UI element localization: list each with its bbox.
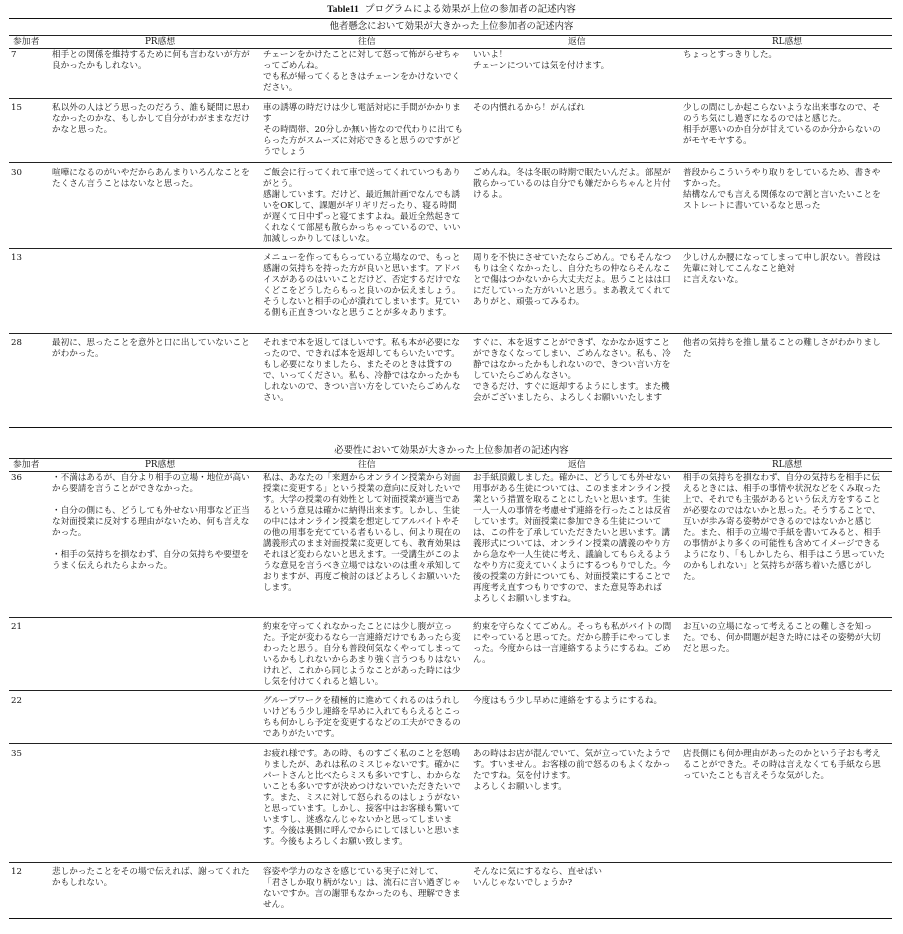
table-title-text: プログラムによる効果が上位の参加者の記述内容 [364,4,576,15]
row-divider [9,333,892,334]
row-13-rl: 少しけんか腰になってしまって申し訳ない。普段は先輩に対してこんなこと絶対 に言えないな。 [683,253,881,285]
row-36-pr: ・不満はあるが、自分より相手の立場・地位が高いから要請を言うことができなかった。 ・自分の側にも、どうしても外せない用事など正当な対面授業に反対する理由がないため、何も言えなかった。 ・相手の気持ちを損なわず、自分の気持ちや要望をうまく伝えられたらよかった。 [52,473,250,571]
row-21-rl: お互いの立場になって考えることの難しさを知った。でも、何か問題が起きた時にはその姿勢が大切だと思った。 [683,622,881,654]
row-30-sent: ご飯会に行ってくれて車で送ってくれていつもありがとう。 感謝しています。だけど、最近無計画でなんでも誘いをOKして、課題がギリギリだったり、寝る時間が遅くて日中ずっと寝てますよね。最近全然起きてくれなくて部屋も散らかっちゃっているので、いい加減しっかりしてほしいな。 [263,168,461,244]
header-sent: 往信 [358,460,376,470]
row-divider [9,690,892,691]
row-22-reply: 今度はもう少し早めに連絡をするようにするね。 [473,696,663,706]
row-13-id: 13 [11,253,22,263]
row-15-pr: 私以外の人はどう思ったのだろう、誰も疑問に思わなかったのかな、もしかして自分がわがままなだけかなと思った。 [52,103,250,135]
row-28-rl: 他者の気持ちを推し量ることの難しさがわかりました [683,338,881,359]
rule-top [9,18,892,19]
row-7-rl: ちょっとすっきりした。 [683,50,778,60]
row-13-sent: メニューを作ってもらっている立場なので、もっと感謝の気持ちを持った方が良いと思います。アドバイスがあるのはいいことだけど、否定するだけでなくどこをどうしたらもっと良いのか伝えましょう。そうしないと相手の心が潰れてしまいます。見ている側も正直きついなと思うことが多々あります。 [263,253,461,318]
header-participant: 参加者 [13,37,40,47]
row-22-id: 22 [11,696,22,706]
row-13-reply: 周りを不快にさせていたならごめん。でもそんなつもりは全くなかったし、自分たちの仲ならそんなことで傷はつかないから大丈夫だよ。思うことはは口にだしていった方がいいと思う。まあ教えてくれてありがと、頑張ってみるわ。 [473,253,672,307]
row-12-id: 12 [11,867,22,877]
row-12-pr: 悲しかったことをその場で伝えれば、謝ってくれた かもしれない。 [52,867,250,888]
row-divider [9,617,892,618]
row-15-id: 15 [11,103,22,113]
header-reply: 返信 [568,460,586,470]
row-30-reply: ごめんね。冬は冬眠の時期で眠たいんだよ。部屋が散らかっているのは自分でも嫌だからちゃんと片付けるよ。 [473,168,671,200]
header-pr: PR感想 [145,37,176,47]
table-title [0,4,903,16]
rule-section2-caption [9,458,892,459]
row-21-reply: 約束を守らなくてごめん。そっちも私がバイトの間にやっていると思ってた。だから勝手にやってしまった。今度からは一言連絡するようにするね。ごめん。 [473,622,672,665]
row-15-rl: 少しの間にしか起こらないような出来事なので、そのうち気にし過ぎになるのではと感じた。 相手が悪いのか自分が甘えているのか分からないのがモヤモヤする。 [683,103,881,146]
row-35-reply: あの時はお店が混んでいて、気が立っていたようです。すいません。お客様の前で怒るのもよくなかったですね。気を付けます。 よろしくお願いします。 [473,749,671,792]
header-sent: 往信 [358,37,376,47]
row-divider [9,162,892,163]
header-rl: RL感想 [772,460,803,470]
row-36-reply: お手紙頂戴しました。確かに、どうしても外せない用事がある生徒については、このままオンライン授業という措置を取ることにしたいと思います。生徒一人一人の事情を考慮せず連絡を行ったことは反省しています。対面授業に参加できる生徒については、この件を了承していただきたいと思います。講義形式については、オンライン授業の講義のやり方から急なや一人生徒に考え、議論してもらえるようなやり方に変えていくようにするつもりでした。今後の授業の方針についても、対面授業にすることで再度考え直すつもりですので、また意見等あれば よろしくお願いしますね。 [473,473,672,604]
row-divider [9,248,892,249]
row-30-id: 30 [11,168,22,178]
rule-header2 [9,471,892,472]
rule-bottom [9,918,892,919]
row-12-reply: そんなに気にするなら、直せばい いんじゃないでしょうか? [473,867,602,888]
row-21-id: 21 [11,622,22,632]
row-7-pr: 相手との関係を維持するために何も言わないが方が良かったかもしれない。 [52,50,250,71]
row-divider [9,862,892,863]
row-36-id: 36 [11,473,22,483]
table-number: Table11 [327,4,359,15]
rule-header1 [9,48,892,49]
row-35-id: 35 [11,749,22,759]
row-35-rl: 店長側にも何か理由があったのかという子おも考えることができた。その時は言えなくても手紙なら思っていたことも言えそうな気がした。 [683,749,881,781]
row-12-sent: 容姿や学力のなさを感じている実子に対して、 「君さしか取り柄がない」は、流石に言い過ぎじゃないですか。言の謝罪もなかったのも、理解できません。 [263,867,461,910]
row-28-sent: それまで本を返してほしいです。私も本が必要になったので、できれば本を返却してもらいたいです。もし必要になりましたら、またそのときは貸すので、いってください。私も、冷静ではなかったかもしれないので、きつい言い方をしていたらごめんなさい。 [263,338,461,403]
row-22-sent: グループワークを積極的に進めてくれるのはうれしいけどもう少し連絡を早めに入れてもらえるとこっちも何かしら予定を変更するなどの工夫ができるのでありがたいです。 [263,696,461,739]
row-7-sent: チェーンをかけたことに対して怒って怖がらせちゃってごめんね。 でも私が帰ってくるときはチェーンをかけないでください。 [263,50,461,93]
row-28-id: 28 [11,338,22,348]
row-30-rl: 普段からこういうやり取りをしているため、書きやすかった。 結構なんでも言える関係なので割と言いたいことをストレートに書いているなと思った [683,168,881,211]
section2-caption: 必要性において効果が大きかった上位参加者の記述内容 [334,445,569,456]
row-divider [9,98,892,99]
row-7-reply: いいよ！ チェーンについては気を付けます。 [473,50,610,71]
header-participant: 参加者 [13,460,40,470]
section1-caption: 他者懸念において効果が大きかった上位参加者の記述内容 [329,21,574,32]
row-divider [9,743,892,744]
row-7-id: 7 [11,50,17,60]
row-21-sent: 約束を守ってくれなかったことには少し腹が立った。予定が変わるなら一言連絡だけでもあったら変わったと思う。自分も普段何気なくやってしまっているかもしれないからあまり強く言うつもりはないけれど、これから同じようなことがあった時には少し気を付けてくれると嬉しい。 [263,622,461,687]
rule-section1-caption [9,35,892,36]
row-28-reply: すぐに、本を返すことができず、なかなか返すことができなくなってしまい、ごめんなさい。私も、冷静ではなかったかもしれないので、きつい言い方をしていたらごめんなさい。 できるだけ、すぐに返却するようにします。また機会がございましたら、よろしくお願いいたします [473,338,671,403]
row-35-sent: お疲れ様です。あの時、ものすごく私のことを怒鳴りましたが、あれは私のミスじゃないです。確かにパートさんと比べたらミスも多いですし、わからないことも多いですが決めつけないでいただきたいです。また、ミスに対して怒られるのはしょうがないと思っています。しかし、接客中はお客様も驚いていますし、迷惑なんじゃないかと思ってしまいます。今後は裏側に呼んでからにしてほしいと思います。今後もよろしくお願い致します。 [263,749,461,847]
row-28-pr: 最初に、思ったことを意外と口に出していないことがわかった。 [52,338,250,359]
header-pr: PR感想 [145,460,176,470]
header-reply: 返信 [568,37,586,47]
row-15-sent: 車の誘導の時だけは少し電話対応に手間がかかります その時間帯、20分しか無い皆なので代わりに出てもらった方がスムーズに対応できると思うのですがどうでしょう [263,103,463,157]
row-30-pr: 喧嘩になるのがいやだからあんまりいろんなことをたくさん言うことはないなと思った。 [52,168,250,189]
header-rl: RL感想 [772,37,803,47]
row-15-reply: その内慣れるから！がんばれ [473,103,585,113]
row-36-rl: 相手の気持ちを損なわず、自分の気持ちを相手に伝えるときには、相手の事情や状況などをくみ取った上で、それでも主張があるという伝え方をすることが必要なのではないかと思った。そうすることで、互いが歩み寄る姿勢ができるのではないかと感じた。また、相手の立場で手紙を書いてみると、相手の事情がより多くの可能性も含めてイメージできるようになり、「もしかしたら、相手はこう思っていたのかもしれない」と気持ちが落ち着いた感じがした。 [683,473,885,582]
row-36-sent: 私は、あなたの「来週からオンライン授業から対面授業に変更する」という授業の意向に反対したいです。大学の授業の有効性として対面授業が適当であるという意見は確かに納得出来ます。しかし、生徒の中にはオンライン授業を想定してアルバイトやその他の用事を充てている者もいるし、何より現在の講義形式のまま対面授業に変更しても、教育効果はそれほど変わらないと思えます。一受講生がこのような意見を言うべき立場ではないのは重々承知しておりますが、再度ご検討のほどよろしくお願いいたします。 [263,473,461,593]
rule-section1-bottom [9,427,892,428]
